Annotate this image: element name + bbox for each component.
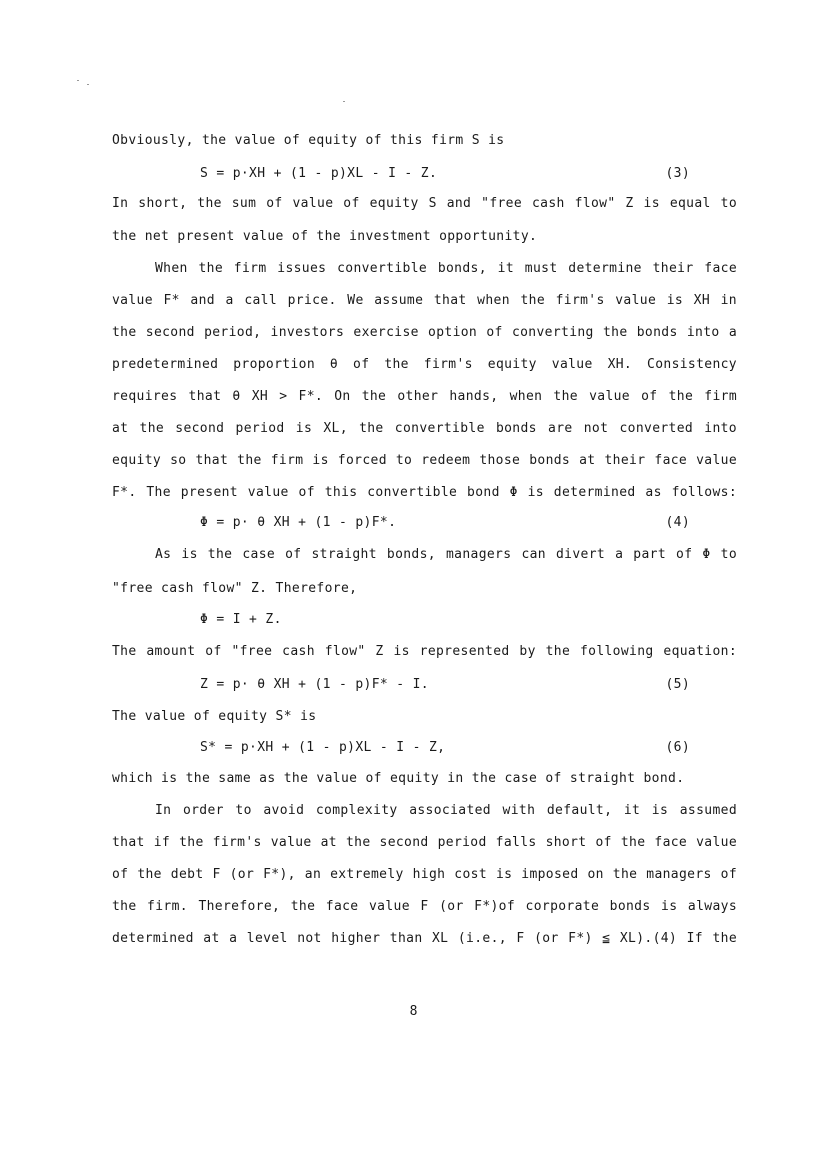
equation-text: Φ = p· θ XH + (1 - p)F*. (200, 515, 397, 530)
body-line: the net present value of the investment opportunity. (112, 229, 538, 244)
page-number: 8 (409, 1004, 418, 1019)
body-line: F*. The present value of this convertible bond Φ is determined as follows: (112, 485, 737, 500)
equation-4 (200, 514, 690, 532)
equation-6 (200, 739, 690, 757)
body-line: the firm. Therefore, the face value F (or F*)of corporate bonds is always (112, 899, 737, 914)
equation-text: Φ = I + Z. (200, 612, 282, 627)
equation-text: Z = p· θ XH + (1 - p)F* - I. (200, 677, 429, 692)
body-line: When the firm issues convertible bonds, it must determine their face (155, 261, 737, 276)
body-line: predetermined proportion θ of the firm's equity value XH. Consistency (112, 357, 737, 372)
equation-number: (5) (665, 677, 690, 692)
equation-number: (6) (665, 740, 690, 755)
scan-speck (343, 101, 345, 102)
equation-unnumbered (200, 611, 690, 629)
body-line: In short, the sum of value of equity S and "free cash flow" Z is equal to (112, 196, 737, 211)
body-line: In order to avoid complexity associated with default, it is assumed (155, 803, 737, 818)
body-line: determined at a level not higher than XL (i.e., F (or F*) ≦ XL).(4) If the (112, 931, 737, 946)
scan-speck (77, 80, 79, 81)
equation-5 (200, 676, 690, 694)
equation-number: (3) (665, 166, 690, 181)
scan-speck (87, 84, 89, 85)
equation-3 (200, 165, 690, 183)
body-line: "free cash flow" Z. Therefore, (112, 581, 358, 596)
body-line: the second period, investors exercise option of converting the bonds into a (112, 325, 737, 340)
body-line: The value of equity S* is (112, 709, 317, 724)
body-line: of the debt F (or F*), an extremely high cost is imposed on the managers of (112, 867, 737, 882)
body-line: Obviously, the value of equity of this firm S is (112, 133, 505, 148)
body-line: which is the same as the value of equity in the case of straight bond. (112, 771, 685, 786)
body-line: at the second period is XL, the convertible bonds are not converted into (112, 421, 737, 436)
equation-number: (4) (665, 515, 690, 530)
body-line: The amount of "free cash flow" Z is represented by the following equation: (112, 644, 737, 659)
body-line: As is the case of straight bonds, managers can divert a part of Φ to (155, 547, 737, 562)
body-line: that if the firm's value at the second period falls short of the face value (112, 835, 737, 850)
equation-text: S = p·XH + (1 - p)XL - I - Z. (200, 166, 438, 181)
equation-text: S* = p·XH + (1 - p)XL - I - Z, (200, 740, 446, 755)
body-line: requires that θ XH > F*. On the other hands, when the value of the firm (112, 389, 737, 404)
body-line: value F* and a call price. We assume that when the firm's value is XH in (112, 293, 737, 308)
body-line: equity so that the firm is forced to redeem those bonds at their face value (112, 453, 737, 468)
